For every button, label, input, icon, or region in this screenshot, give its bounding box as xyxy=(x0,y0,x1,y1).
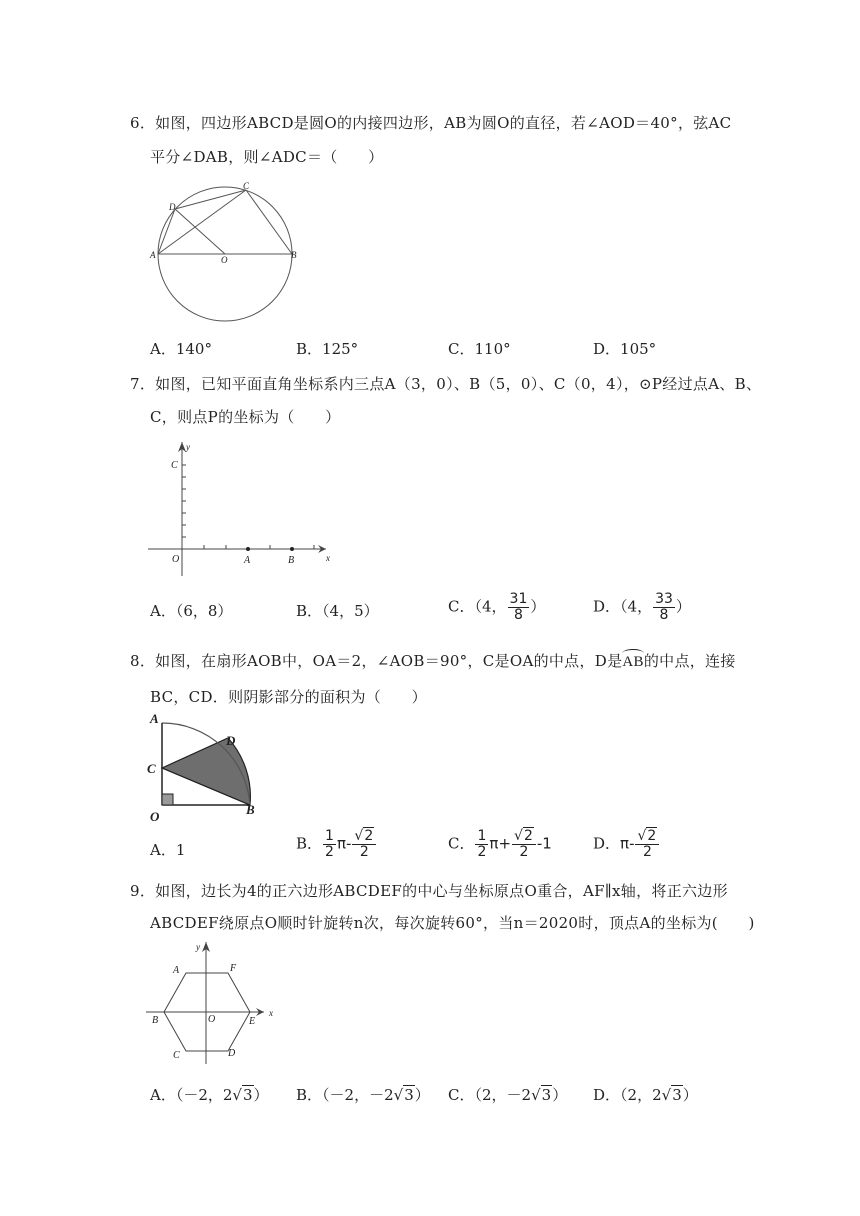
q6-option-b[interactable]: B．125° xyxy=(296,340,359,358)
q6-option-c[interactable]: C．110° xyxy=(448,340,511,358)
q9-label-o: O xyxy=(208,1014,216,1025)
q9-label-d: D xyxy=(228,1048,236,1059)
q6-stem-line1: 6．如图，四边形ABCD是圆O的内接四边形，AB为圆O的直径，若∠AOD＝40°，弦AC xyxy=(130,114,732,132)
q6-label-a: A xyxy=(150,250,156,260)
q8-option-d-sqrt2-over-2: $\frac{√2}{2}$ xyxy=(635,829,659,860)
q7-label-b: B xyxy=(288,555,295,566)
q7-option-c[interactable]: C．（4， $\frac{31}{8}$ ） xyxy=(448,591,546,623)
q8-stem-line2: BC，CD．则阴影部分的面积为（ ） xyxy=(150,688,427,706)
q9-label-x: x xyxy=(269,1008,273,1018)
q6-label-d: D xyxy=(169,202,176,212)
q8-right-angle-mark xyxy=(162,794,173,805)
q7-label-x: x xyxy=(326,553,330,563)
q7-label-o: O xyxy=(172,554,180,565)
q7-point-a xyxy=(246,547,250,551)
q8-option-a[interactable]: A．1 xyxy=(150,841,186,859)
q8-option-c-sqrt2-over-2: $\frac{√2}{2}$ xyxy=(512,829,536,860)
q9-label-y: y xyxy=(196,942,200,952)
q9-option-c[interactable]: C．（2，－2√3） xyxy=(448,1086,568,1104)
q6-segment-od xyxy=(175,209,225,254)
q7-stem-line1: 7．如图，已知平面直角坐标系内三点A（3，0）、B（5，0）、C（0，4），⊙P经过点A、B、 xyxy=(130,375,762,393)
q6-option-d[interactable]: D．105° xyxy=(593,340,657,358)
q9-label-e: E xyxy=(249,1016,256,1027)
q7-point-b xyxy=(290,547,294,551)
q7-label-a: A xyxy=(244,555,251,566)
q7-stem-line2: C，则点P的坐标为（ ） xyxy=(150,408,341,426)
q8-label-c: C xyxy=(147,761,156,776)
q8-stem-line1: 8．如图，在扇形AOB中，OA＝2，∠AOB＝90°，C是OA的中点，D是 AB的中点，连接 xyxy=(130,650,736,671)
q7-option-b[interactable]: B．（4，5） xyxy=(296,602,379,620)
q6-stem-line2: 平分∠DAB，则∠ADC＝（ ） xyxy=(150,148,384,166)
q9-label-b: B xyxy=(152,1015,159,1026)
q6-chord-ac xyxy=(158,190,246,254)
q7-option-a[interactable]: A．（6，8） xyxy=(150,602,233,620)
q7-option-d-fraction: $\frac{33}{8}$ xyxy=(655,591,673,623)
q6-label-b: B xyxy=(291,250,297,260)
q9-option-d[interactable]: D．（2，2√3） xyxy=(593,1086,698,1104)
q8-label-o: O xyxy=(150,809,160,824)
q6-chord-cb xyxy=(246,190,292,254)
q6-circle-diagram xyxy=(148,182,308,332)
q7-label-c: C xyxy=(171,460,178,471)
q8-shaded-region xyxy=(162,738,250,805)
q7-label-y: y xyxy=(186,442,190,452)
q9-stem-line1: 9．如图，边长为4的正六边形ABCDEF的中心与坐标原点O重合，AF∥x轴，将正六边形 xyxy=(130,882,728,900)
q9-label-c: C xyxy=(173,1050,180,1061)
q8-option-c-half: $\frac{1}{2}$ xyxy=(477,828,487,860)
q8-sector-diagram xyxy=(146,708,266,828)
q8-label-a: A xyxy=(150,711,159,726)
q8-option-b-half: $\frac{1}{2}$ xyxy=(325,828,334,860)
q9-hexagon-diagram xyxy=(146,940,286,1068)
q7-option-d[interactable]: D．（4， $\frac{33}{8}$ ） xyxy=(593,591,691,623)
q6-label-o: O xyxy=(221,255,228,265)
q9-stem-line2: ABCDEF绕原点O顺时针旋转n次，每次旋转60°，当n＝2020时，顶点A的坐标为( ) xyxy=(150,914,755,932)
q9-label-a: A xyxy=(173,965,180,976)
q9-option-b[interactable]: B．（－2，－2√3） xyxy=(296,1086,430,1104)
q8-option-c[interactable]: C． $\frac{1}{2}$ π+ $\frac{√2}{2}$ -1 xyxy=(448,828,552,860)
q9-option-a[interactable]: A．（－2，2√3） xyxy=(150,1086,269,1104)
q6-label-c: C xyxy=(243,181,250,191)
q8-option-b-sqrt2-over-2: $\frac{√2}{2}$ xyxy=(352,829,376,860)
q7-axes-diagram xyxy=(146,440,336,580)
q8-label-b: B xyxy=(246,802,255,817)
q6-option-a[interactable]: A．140° xyxy=(150,340,212,358)
q7-option-c-fraction: $\frac{31}{8}$ xyxy=(509,591,528,623)
q8-option-d[interactable]: D．π- $\frac{√2}{2}$ xyxy=(593,829,660,860)
q9-label-f: F xyxy=(230,963,237,974)
q8-arc-ab: AB xyxy=(622,654,643,671)
q8-label-d: D xyxy=(226,733,236,748)
q8-option-b[interactable]: B． $\frac{1}{2}$ π- $\frac{√2}{2}$ xyxy=(296,829,377,860)
